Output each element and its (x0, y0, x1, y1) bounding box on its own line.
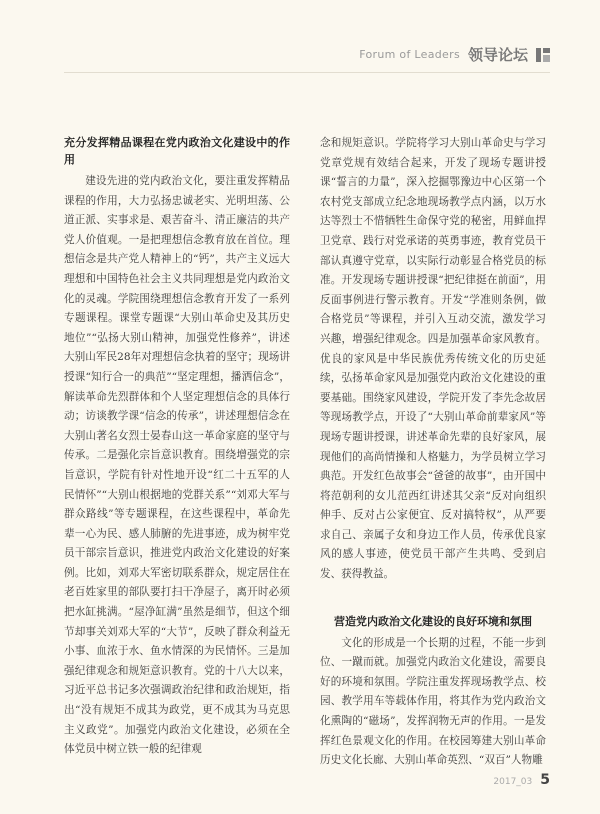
page-number: 5 (540, 772, 550, 788)
page-header (359, 44, 550, 65)
section-heading-2: 营造党内政治文化建设的良好环境和氛围 (334, 614, 532, 628)
header-divider (64, 72, 550, 73)
right-column (320, 134, 546, 771)
page-footer (493, 772, 550, 788)
issue-date: 2017_03 (493, 777, 533, 787)
left-column (64, 134, 290, 760)
body-paragraph: 文化的形成是一个长期的过程，不能一步到位、一蹴而就。加强党内政治文化建设，需要良好的环境和氛围。学院注重发挥现场教学点、校园、教学用车等载体作用，将其作为党内政治文化熏陶的“磁场”，发挥润物无声的作用。一是发挥红色景观文化的作用。在校园筹建大别山革命历史文化长廊、大别山革命英烈、“双百”人物雕 (320, 636, 546, 767)
body-paragraph: 建设先进的党内政治文化，要注重发挥精品课程的作用，大力弘扬忠诚老实、光明坦荡、公道正派、实事求是、艰苦奋斗、清正廉洁的共产党人价值观。一是把理想信念教育放在首位。理想信念是共产党人精神上的“钙”，共产主义远大理想和中国特色社会主义共同理想是党内政治文化的灵魂。学院围绕理想信念教育开发了一系列专题课程。课堂专题课“大别山革命史及其历史地位”“弘扬大别山精神，加强党性修养”，讲述大别山军民28年对理想信念执着的坚守；现场讲授课“知行合一的典范”“坚定理想，播洒信念”，解读革命先烈群体和个人坚定理想信念的具体行动；访谈教学课“信念的传承”，讲述理想信念在大别山著名女烈士晏春山这一革命家庭的坚守与传承。二是强化宗旨意识教育。围绕增强党的宗旨意识，学院有针对性地开设“红二十五军的人民情怀”“大别山根据地的党群关系”“刘邓大军与群众路线”等专题课程，在这些课程中，革命先辈一心为民、感人肺腑的先进事迹，成为树牢党员干部宗旨意识，推进党内政治文化建设的好案例。比如，刘邓大军密切联系群众，规定居住在老百姓家里的部队要打扫干净屋子，离开时必须把水缸挑满。“屋净缸满”虽然是细节，但这个细节却事关刘邓大军的“大节”，反映了群众利益无小事、血浓于水、鱼水情深的为民情怀。三是加强纪律观念和规矩意识教育。党的十八大以来，习近平总书记多次强调政治纪律和政治规矩，指出“没有规矩不成其为政党，更不成其为马克思主义政党”。加强党内政治文化建设，必须在全体党员中树立铁一般的纪律观 (64, 175, 290, 756)
section-heading-1: 充分发挥精品课程在党内政治文化建设中的作用 (64, 136, 290, 166)
header-english-title: Forum of Leaders (359, 48, 460, 61)
header-chinese-title: 领导论坛 (467, 46, 528, 64)
column-logo-icon (536, 48, 550, 62)
body-paragraph-continued: 念和规矩意识。学院将学习大别山革命史与学习党章党规有效结合起来，开发了现场专题讲授课“誓言的力量”，深入挖掘鄂豫边中心区第一个农村党支部成立纪念地现场教学点内涵，以万水达等烈士不惜牺牲生命保守党的秘密，用鲜血捍卫党章、践行对党承诺的英勇事迹，教育党员干部认真遵守党章，以实际行动彰显合格党员的标准。开发现场专题讲授课“把纪律挺在前面”，用反面事例进行警示教育。开发“学准则条例，做合格党员”等课程，并引入互动交流，激发学习兴趣，增强纪律观念。四是加强革命家风教育。优良的家风是中华民族优秀传统文化的历史延续，弘扬革命家风是加强党内政治文化建设的重要基础。围绕家风建设，学院开发了李先念故居等现场教学点，开设了“大别山革命前辈家风”等现场专题讲授课，讲述革命先辈的良好家风，展现他们的高尚情操和人格魅力，为学员树立学习典范。开发红色故事会“爸爸的故事”，由开国中将范朝利的女儿范西红讲述其父亲“反对向组织伸手、反对占公家便宜、反对搞特权”，从严要求自己、亲属子女和身边工作人员，传承优良家风的感人事迹，使党员干部产生共鸣、受到启发、获得教益。 (320, 137, 546, 581)
